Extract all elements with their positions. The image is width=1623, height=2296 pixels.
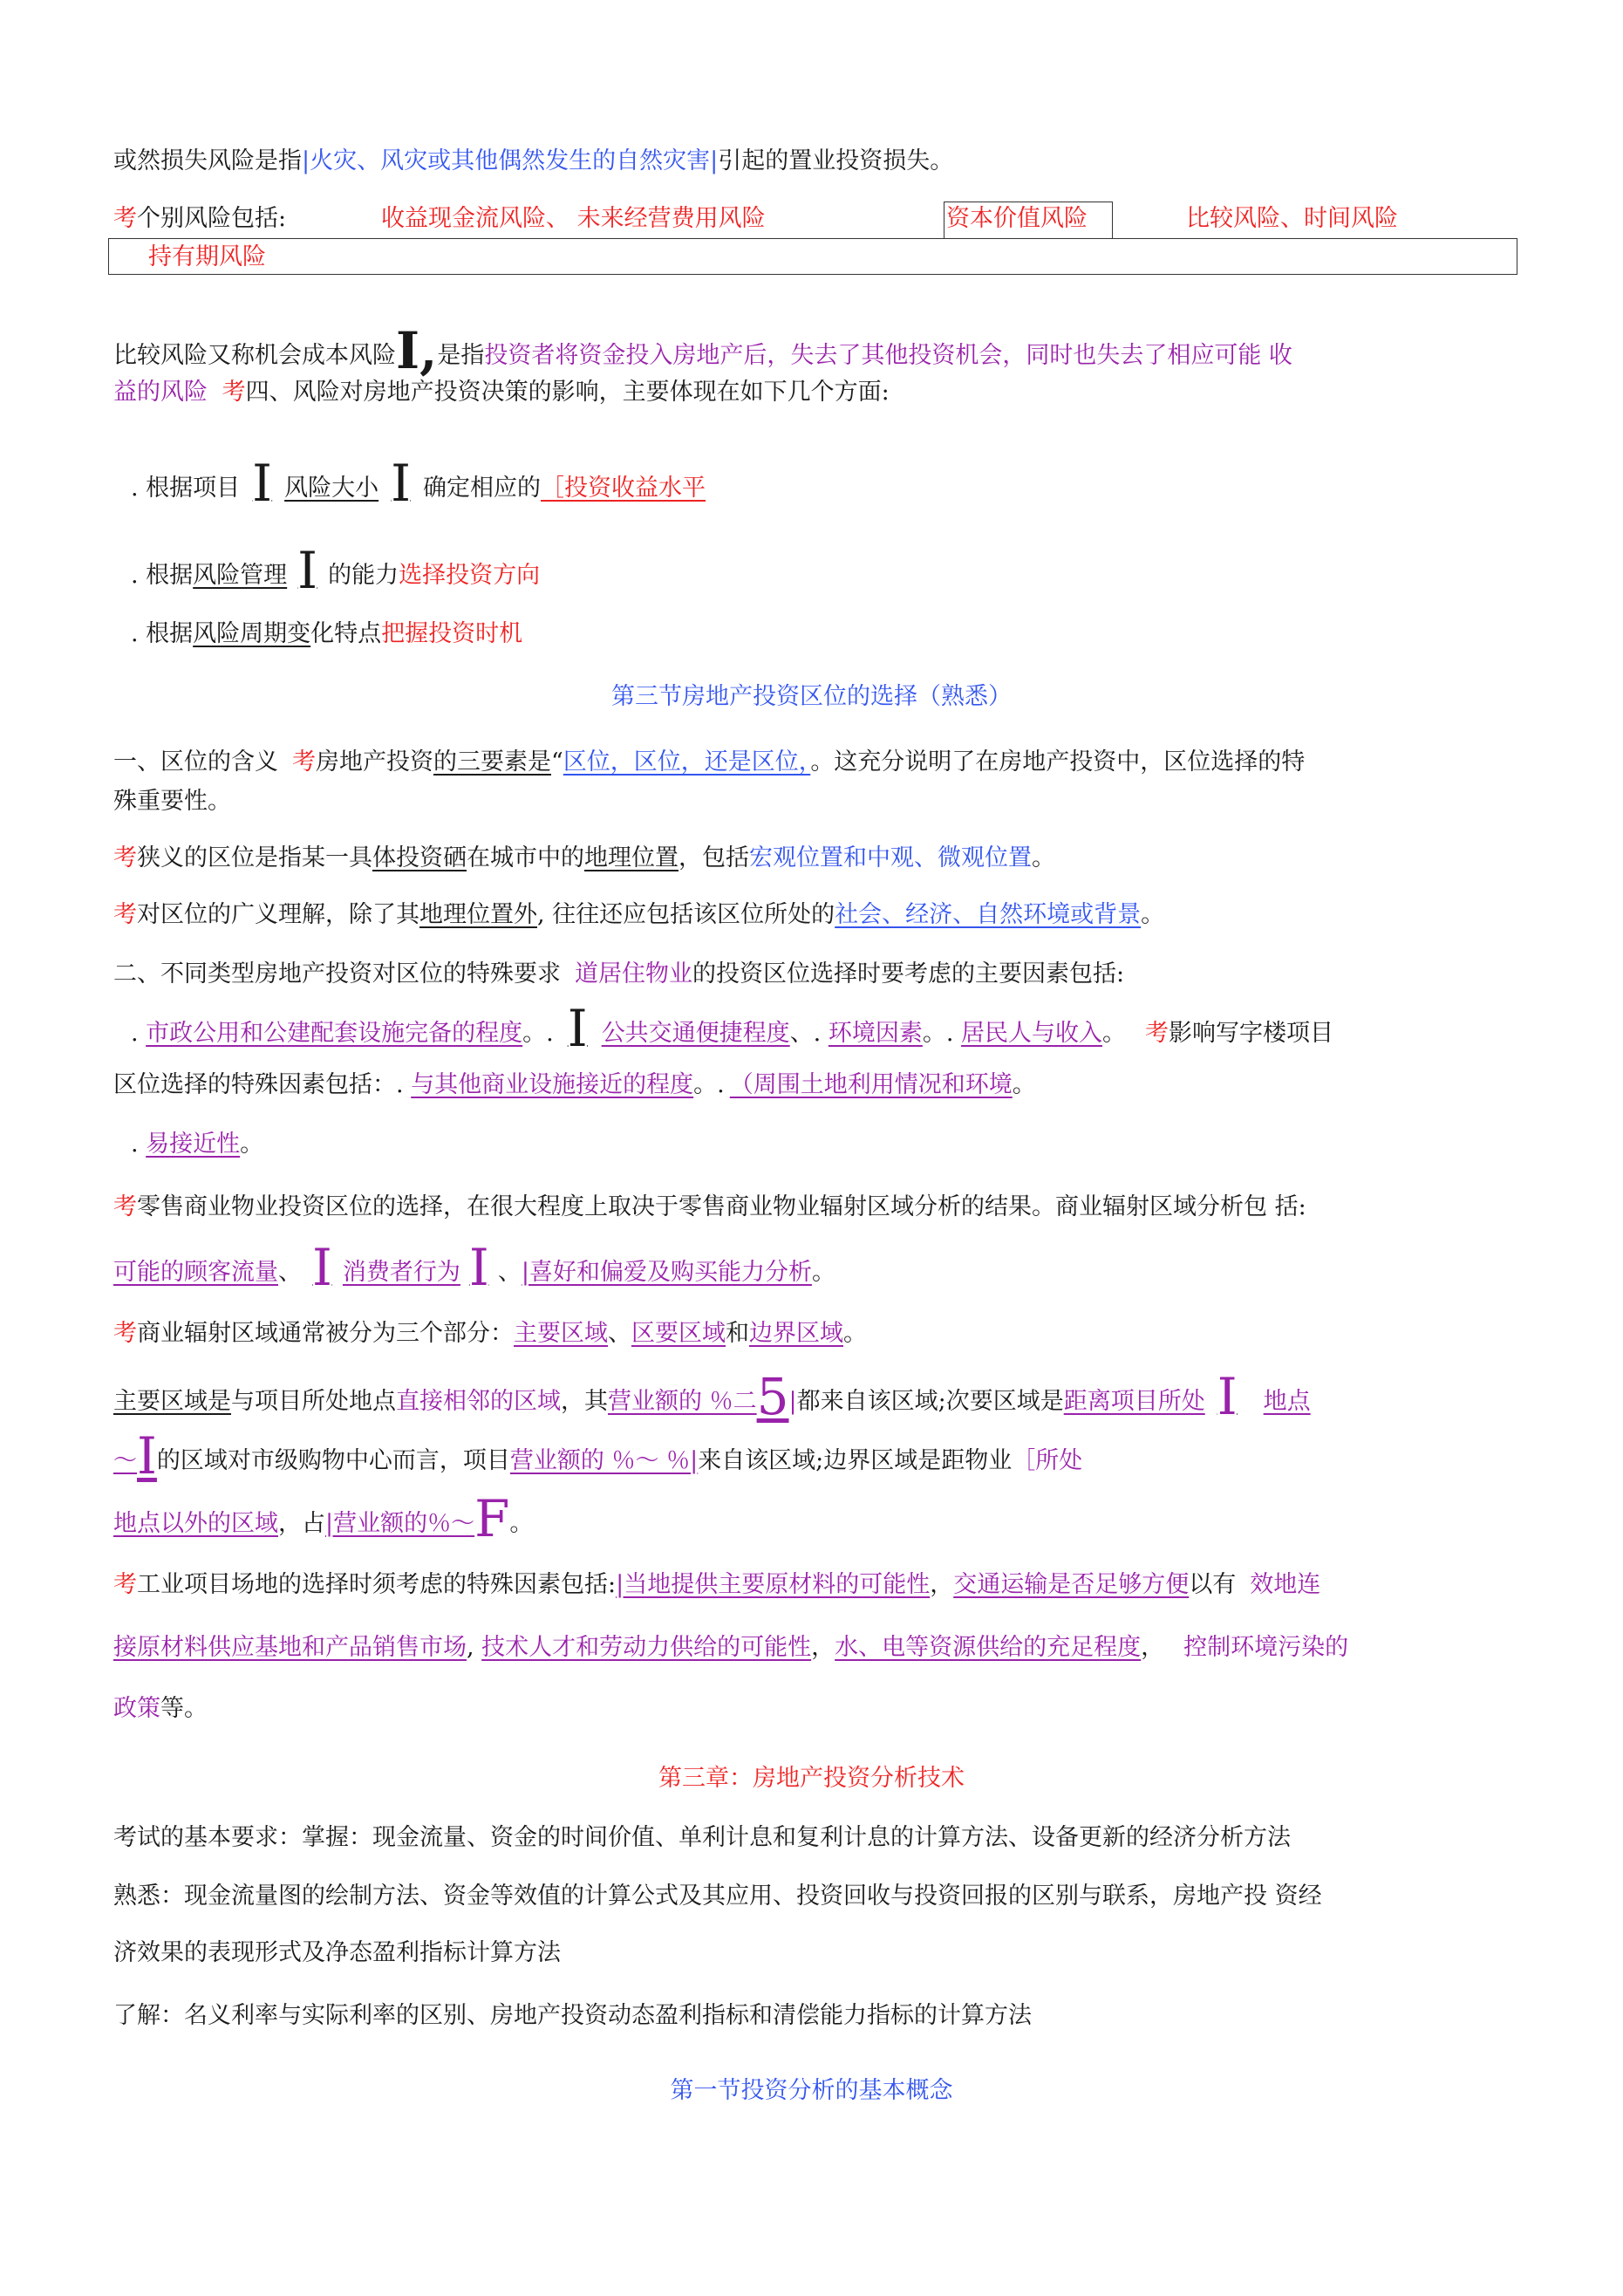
text: 。 bbox=[509, 1510, 534, 1537]
highlight: 营业额的 ％二 bbox=[608, 1388, 757, 1415]
glyph-mark: I bbox=[1217, 1367, 1238, 1426]
paragraph-narrow-location bbox=[113, 842, 1055, 875]
text: 工业项目场地的选择时须考虑的特殊因素包括: bbox=[137, 1571, 617, 1598]
highlight: 益的风险 bbox=[113, 379, 208, 406]
highlight: 地点 bbox=[1263, 1388, 1311, 1415]
paragraph-industrial-site bbox=[113, 1568, 1320, 1602]
glyph-mark: I bbox=[312, 1238, 332, 1297]
section-heading-basics: 第一节投资分析的基本概念 bbox=[670, 2077, 953, 2104]
highlight: |当地提供主要原材料的可能性 bbox=[616, 1571, 931, 1598]
highlight: 主要区域 bbox=[514, 1320, 608, 1347]
text: 、 bbox=[497, 1259, 522, 1286]
requirement-master: 考试的基本要求：掌握：现金流量、资金的时间价值、单利计息和复利计息的计算方法、设备更新的经济分析方法 bbox=[113, 1824, 1291, 1851]
highlight: 直接相邻的区域 bbox=[396, 1388, 561, 1415]
kao-marker: 考 bbox=[113, 1193, 137, 1220]
underlined bbox=[240, 454, 284, 513]
highlight: 水、电等资源供给的充足程度 bbox=[835, 1634, 1142, 1661]
highlight: 区要区域 bbox=[631, 1320, 726, 1347]
paragraph-industrial-site-cont bbox=[113, 1631, 1348, 1664]
section-heading-location: 第三节房地产投资区位的选择（熟悉） bbox=[611, 683, 1012, 710]
text: 狭义的区位是指某一具 bbox=[137, 844, 372, 871]
kao-marker: 考 bbox=[1145, 1020, 1170, 1047]
risk-list-2: 资本价值风险 bbox=[946, 205, 1088, 232]
highlight: 交通运输是否足够方便 bbox=[953, 1571, 1190, 1598]
highlight: 投资者将资金投入房地产后，失去了其他投资机会，同时也失去了相应可能 收 bbox=[484, 342, 1292, 369]
underlined: 体投资硒 bbox=[372, 844, 467, 871]
list-item-risk-cycle bbox=[131, 618, 522, 651]
highlight: 选择投资方向 bbox=[399, 562, 541, 589]
text: ，包括 bbox=[679, 844, 749, 871]
text: 都来自该区域;次要区域是 bbox=[796, 1388, 1064, 1415]
text: 化特点 bbox=[310, 620, 382, 647]
text: 确定相应的 bbox=[423, 475, 542, 502]
text: ，其 bbox=[561, 1388, 608, 1415]
kao-marker: 考 bbox=[113, 1571, 137, 1598]
text: “ bbox=[551, 748, 563, 776]
highlight: （周围土地利用情况和环境 bbox=[729, 1071, 1013, 1098]
kao-marker: 考 bbox=[113, 205, 137, 232]
glyph-mark: I, bbox=[396, 321, 438, 380]
paragraph-secondary-area bbox=[113, 1426, 1083, 1486]
highlight: 效地连 bbox=[1250, 1571, 1321, 1598]
risk-list-4: 持有期风险 bbox=[148, 243, 266, 270]
highlight: 技术人才和劳动力供给的可能性 bbox=[481, 1634, 812, 1661]
paragraph-location-meaning bbox=[113, 746, 1305, 779]
paragraph-special-requirements bbox=[113, 958, 1124, 991]
text: 、 bbox=[278, 1259, 302, 1286]
text: . bbox=[131, 1131, 147, 1158]
kao-marker: 考 bbox=[113, 844, 137, 871]
requirement-familiar-cont: 济效果的表现形式及净态盈利指标计算方法 bbox=[113, 1939, 561, 1966]
highlight: 可能的顾客流量 bbox=[113, 1259, 278, 1286]
underlined bbox=[554, 999, 602, 1058]
underlined: 风险大小 bbox=[284, 475, 379, 502]
text: 与项目所处地点 bbox=[231, 1388, 396, 1415]
text: 一、区位的含义 bbox=[113, 748, 278, 776]
highlight: 居民人与收入 bbox=[961, 1020, 1103, 1047]
text: . 根据 bbox=[131, 620, 194, 647]
highlight: 地点以外的区域 bbox=[113, 1510, 278, 1537]
text: . 根据项目 bbox=[131, 475, 241, 502]
paragraph-broad-location bbox=[113, 899, 1164, 932]
highlight: 区位，区位，还是区位， bbox=[563, 748, 811, 776]
kao-marker: 考 bbox=[292, 748, 316, 776]
risk-list-3: 比较风险、时间风险 bbox=[1186, 205, 1398, 232]
paragraph-border-area bbox=[113, 1489, 534, 1548]
highlight: |喜好和偏爱及购买能力分析 bbox=[521, 1259, 812, 1286]
paragraph-industrial-site-end bbox=[113, 1692, 208, 1725]
highlight: 宏观位置和中观、微观位置 bbox=[749, 844, 1032, 871]
text: | bbox=[788, 1388, 797, 1415]
text: 二、不同类型房地产投资对区位的特殊要求 bbox=[113, 960, 561, 987]
glyph-mark: I bbox=[297, 541, 318, 600]
paragraph-comparison-risk bbox=[113, 321, 1292, 380]
list-retail-analysis bbox=[113, 1238, 835, 1297]
requirement-understand: 了解：名义利率与实际利率的区别、房地产投资动态盈利指标和清偿能力指标的计算方法 bbox=[113, 2002, 1032, 2029]
paragraph-primary-area bbox=[113, 1367, 1311, 1426]
text: 商业辐射区域通常被分为三个部分： bbox=[137, 1320, 514, 1347]
highlight: 控制环境污染的 bbox=[1183, 1634, 1349, 1661]
highlight: 道居住物业 bbox=[575, 960, 692, 987]
underlined: 主要区域是 bbox=[113, 1388, 231, 1415]
highlight: ［所处 bbox=[1012, 1447, 1083, 1474]
text: 。 bbox=[240, 1131, 264, 1158]
list-residential-factors bbox=[131, 999, 1334, 1058]
text: ，占 bbox=[278, 1510, 325, 1537]
highlight: 营业额的 ％〜 ％| bbox=[509, 1447, 699, 1474]
text: 和 bbox=[726, 1320, 749, 1347]
glyph-mark: I bbox=[468, 1238, 489, 1297]
underlined bbox=[460, 1238, 498, 1297]
text: 在城市中的 bbox=[467, 844, 584, 871]
text: 房地产投资 bbox=[316, 748, 433, 776]
highlight: 政策 bbox=[113, 1695, 160, 1722]
highlight: |营业额的％〜 bbox=[325, 1510, 475, 1537]
underlined bbox=[302, 1238, 343, 1297]
paragraph-location-meaning-cont: 殊重要性。 bbox=[113, 788, 231, 815]
text: 比较风险又称机会成本风险 bbox=[113, 342, 396, 369]
underlined: 地理位置 bbox=[584, 844, 679, 871]
text: 的区域对市级购物中心而言，项目 bbox=[156, 1447, 510, 1474]
text: 等。 bbox=[160, 1695, 208, 1722]
kao-marker: 考 bbox=[222, 379, 246, 406]
glyph-mark: I bbox=[252, 454, 273, 513]
text: 以有 bbox=[1189, 1571, 1237, 1598]
text: 来自该区域;边界区域是距物业 bbox=[698, 1447, 1013, 1474]
text: 、 bbox=[608, 1320, 631, 1347]
highlight: 公共交通便捷程度 bbox=[601, 1020, 790, 1047]
underlined bbox=[378, 454, 423, 513]
highlight: 环境因素 bbox=[828, 1020, 923, 1047]
text: 。 bbox=[1032, 844, 1055, 871]
list-item-risk-size bbox=[131, 454, 706, 513]
text: 区位选择的特殊因素包括：. bbox=[113, 1071, 412, 1098]
list-item-accessibility bbox=[131, 1128, 263, 1161]
chapter-heading: 第三章：房地产投资分析技术 bbox=[658, 1765, 965, 1792]
text: 。. bbox=[922, 1020, 962, 1047]
text: 。. bbox=[693, 1071, 725, 1098]
text: 个别风险包括: bbox=[137, 205, 287, 232]
text: 。 bbox=[1102, 1020, 1127, 1047]
highlight: 接原材料供应基地和产品销售市场 bbox=[113, 1634, 467, 1661]
highlight: 〜 bbox=[113, 1447, 137, 1474]
highlight: 距离项目所处 bbox=[1063, 1388, 1205, 1415]
text: 。 bbox=[1012, 1071, 1036, 1098]
paragraph-comparison-risk-cont bbox=[113, 376, 890, 409]
highlight: |火灾、风灾或其他偶然发生的自然灾害| bbox=[302, 147, 719, 174]
highlight: 消费者行为 bbox=[342, 1259, 460, 1286]
paragraph-contingent-loss-risk bbox=[113, 145, 953, 178]
text: 的投资区位选择时要考虑的主要因素包括: bbox=[692, 960, 1125, 987]
underlined: 风险周期变 bbox=[193, 620, 311, 647]
paragraph-retail-location bbox=[113, 1191, 1306, 1224]
text: 影响写字楼项目 bbox=[1169, 1020, 1334, 1047]
underlined: 地理位置外 bbox=[419, 901, 537, 928]
glyph-mark: I bbox=[391, 454, 412, 513]
text: , 往往还应包括该区位所处的 bbox=[537, 901, 835, 928]
text: 引起的置业投资损失。 bbox=[718, 147, 954, 174]
underlined: 的三要素是 bbox=[433, 748, 551, 776]
text: ， bbox=[1141, 1634, 1165, 1661]
glyph-mark: I bbox=[567, 999, 588, 1058]
text: 。 bbox=[1141, 901, 1165, 928]
text: , bbox=[467, 1634, 482, 1661]
underlined bbox=[1205, 1367, 1264, 1426]
paragraph-radiation-areas bbox=[113, 1317, 867, 1350]
text: 的能力 bbox=[328, 562, 399, 589]
kao-marker: 考 bbox=[113, 1320, 137, 1347]
highlight: 易接近性 bbox=[146, 1131, 241, 1158]
underlined: 风险管理 bbox=[193, 562, 288, 589]
text: 零售商业物业投资区位的选择，在很大程度上取决于零售商业物业辐射区域分析的结果。商业辐射区域分析包 括: bbox=[137, 1193, 1306, 1220]
text: 是指 bbox=[437, 342, 485, 369]
requirement-familiar: 熟悉：现金流量图的绘制方法、资金等效值的计算公式及其应用、投资回收与投资回报的区别与联系，房地产投 资经 bbox=[113, 1883, 1322, 1910]
text: . 根据 bbox=[131, 562, 194, 589]
paragraph-office-factors bbox=[113, 1069, 1036, 1102]
text: 。. bbox=[522, 1020, 554, 1047]
highlight: 市政公用和公建配套设施完备的程度 bbox=[146, 1020, 523, 1047]
kao-marker: 考 bbox=[113, 901, 137, 928]
glyph-mark: 5 bbox=[756, 1367, 789, 1426]
highlight: ［投资收益水平 bbox=[541, 475, 706, 502]
paragraph-individual-risk bbox=[113, 202, 286, 236]
risk-list-1: 收益现金流风险、 未来经营费用风险 bbox=[381, 205, 766, 232]
list-item-risk-management bbox=[131, 541, 541, 600]
highlight: 边界区域 bbox=[749, 1320, 843, 1347]
text: 或然损失风险是指 bbox=[113, 147, 302, 174]
highlight: 把握投资时机 bbox=[381, 620, 523, 647]
text: . bbox=[131, 1020, 147, 1047]
underlined bbox=[287, 541, 328, 600]
text: 四、风险对房地产投资决策的影响，主要体现在如下几个方面: bbox=[245, 379, 890, 406]
text: ， bbox=[930, 1571, 954, 1598]
risk-box-bottom bbox=[108, 238, 1517, 275]
text: 对区位的广义理解，除了其 bbox=[137, 901, 419, 928]
text: 。这充分说明了在房地产投资中，区位选择的特 bbox=[810, 748, 1306, 776]
highlight: 社会、经济、自然环境或背景 bbox=[835, 901, 1142, 928]
glyph-mark: F bbox=[474, 1489, 510, 1548]
glyph-mark: I bbox=[137, 1426, 157, 1486]
highlight: 与其他商业设施接近的程度 bbox=[411, 1071, 694, 1098]
text: 。 bbox=[843, 1320, 867, 1347]
text: ， bbox=[811, 1634, 835, 1661]
text: 、. bbox=[789, 1020, 829, 1047]
text: 。 bbox=[811, 1259, 835, 1286]
